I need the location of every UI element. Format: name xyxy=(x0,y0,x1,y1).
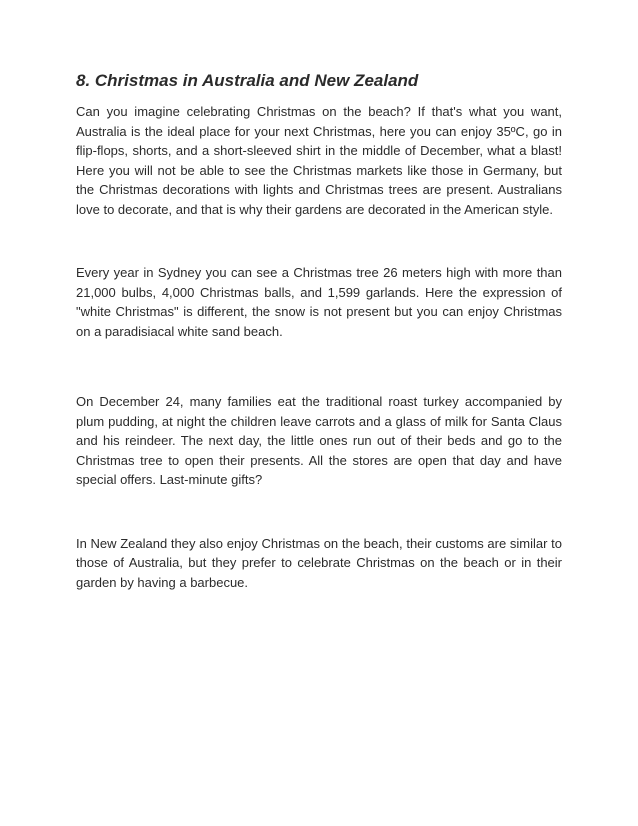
paragraph-sydney-tree: Every year in Sydney you can see a Christmas tree 26 meters high with more than 21,000 bulbs, 4,000 Christmas balls, and 1,599 garlands. Here the expression of "white Christmas" is different, the snow is not present but you can enjoy Christmas on a paradisiacal white sand beach. xyxy=(76,265,562,339)
paragraph-australia-intro: Can you imagine celebrating Christmas on the beach? If that's what you want, Australia is the ideal place for your next Christmas, here you can enjoy 35ºC, go in flip-flops, shorts, and a short-sleeved shirt in the middle of December, what a blast! Here you will not be able to see the Christmas markets like those in Germany, but the Christmas decorations with lights and Christmas trees are present. Australians love to decorate, and that is why their gardens are decorated in the American style. xyxy=(76,104,562,217)
section-heading: 8. Christmas in Australia and New Zealand xyxy=(76,71,419,90)
document-page xyxy=(76,70,562,592)
paragraph-december-24: On December 24, many families eat the traditional roast turkey accompanied by plum pudding, at night the children leave carrots and a glass of milk for Santa Claus and his reindeer. The next day, the little ones run out of their beds and go to the Christmas tree to open their presents. All the stores are open that day and have special offers. Last-minute gifts? xyxy=(76,394,562,487)
paragraph-new-zealand: In New Zealand they also enjoy Christmas on the beach, their customs are similar to those of Australia, but they prefer to celebrate Christmas on the beach or in their garden by having a barbecue. xyxy=(76,535,562,590)
